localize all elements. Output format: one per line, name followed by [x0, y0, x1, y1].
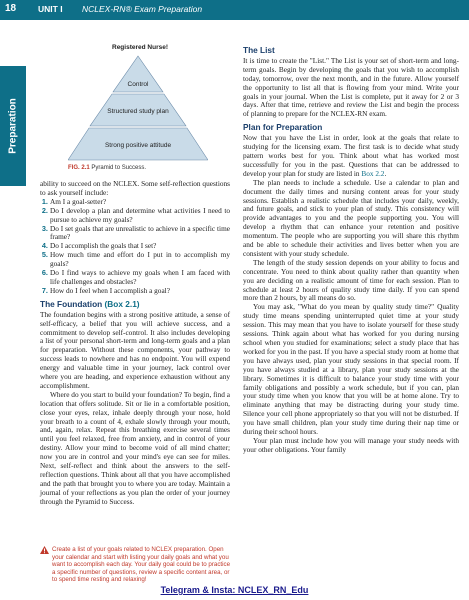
pyramid-level-control: Control [127, 81, 149, 88]
page-number: 18 [5, 3, 17, 14]
plan-paragraph-2: The plan needs to include a schedule. Use a calendar to plan and document the daily times and nursing content areas for your study sessions. Establish a realistic schedule that includes your daily, weekly, and future goals, and stick to your plan of study. This consistency will provide advantages to you and the people supporting you. You will develop a rhythm that can enhance your retention and positive momentum. The people who are supporting you will share this rhythm and be able to schedule their activities and lives better when you are consistent with your study schedule. [243, 177, 459, 258]
study-tip [52, 546, 232, 584]
footer-watermark-link[interactable]: Telegram & Insta: NCLEX_RN_Edu [160, 585, 309, 595]
page-header [0, 0, 469, 20]
list-paragraph: It is time to create the "List." The List is your set of short-term and long-term goals. Begin by developing the goals that you wish to accomplish today, tomorrow, over the next month, and in the future. Allow yourself the opportunity to list all that is flowing from your mind. Write your goals in your journal. When the List is complete, put it away for 2 or 3 days. After that time, retrieve and review the List and begin the process of planning to prepare for the NCLEX-RN exam. [243, 55, 459, 119]
warning-icon [40, 546, 49, 554]
plan-paragraph-1-text: Now that you have the List in order, look at the goals that relate to studying for the licensing exam. The first task is to decide what study pattern works best for you. Think about what has worked most successfully for you in the past. Questions that can be addressed to develop your plan for study are listed in [243, 133, 459, 178]
question-item: 2. Do I develop a plan and determine what activities I need to pursue to achieve my goals? [50, 207, 230, 225]
foundation-paragraph-2: Where do you start to build your foundation? To begin, find a location that offers solitude. Sit or lie in a comfortable position, close your eyes, relax, inhale deeply through your nose, hold your breath to a count of 4, exhale slowly through your mouth, and, again, relax. Repeat this breathing exercise several times until you feel relaxed, free from anxiety, and in control of your destiny. Allow your mind to become void of all mind chatter; now you are in control and your mind's eye can see for miles. Next, self-reflect and think about the answers to the self-reflection questions. Think about all that you have accomplished and the path that brought you to where you are today. Maintain a journal of your reflections as you plan the order of your journey through the Pyramid to Success. [40, 389, 230, 506]
question-item: 5. How much time and effort do I put in to accomplish my goals? [50, 251, 230, 269]
figure-caption [68, 165, 146, 171]
study-tip-text: Create a list of your goals related to NCLEX preparation. Open your calendar and start with listing your daily goals and what you want to accomplish each day. Your daily goal could be to practice a specific number of questions, review a specific content area, or to spend time resting and relaxing! [52, 546, 231, 584]
side-tab-label: Preparation [7, 98, 19, 154]
box-2-1-link[interactable]: (Box 2.1) [104, 298, 140, 309]
question-item: 1. Am I a goal-setter? [50, 198, 230, 207]
pyramid-figure [40, 40, 230, 176]
unit-label: UNIT I [38, 4, 63, 14]
right-column [243, 46, 459, 455]
question-item: 7. How do I feel when I accomplish a goal? [50, 287, 230, 296]
plan-paragraph-5: Your plan must include how you will manage your study needs with your other obligations. Your family [243, 435, 459, 454]
plan-paragraph-1 [243, 134, 459, 179]
figure-caption-text: Pyramid to Success. [91, 165, 147, 171]
plan-paragraph-1-end: . [384, 168, 387, 178]
foundation-heading-text: The Foundation [40, 298, 103, 309]
list-heading: The List [243, 45, 275, 55]
pyramid-level-attitude: Strong positive attitude [104, 142, 172, 149]
plan-paragraph-4: You may ask, "What do you mean by quality study time?" Quality study time means spending uninterrupted quiet time at your study session. This may mean that you have to isolate yourself for these study sessions. Think again about what has worked for you during nursing school when you studied for examinations; select a study place that has worked for you in the past. If you have a special study room at home that you have always used, plan your study sessions in that special room. If you have always studied at a library, plan your study sessions at the library. Sometimes it is difficult to balance your study time with your family obligations and possibly a work schedule, but if you can, plan your study time when you know that you will be at home alone. Try to eliminate anything that may be distracting during your study time. Silence your cell phone appropriately so that you will not be disturbed. If you have small children, plan your study time during their nap time or during their school hours. [243, 302, 459, 437]
section-side-tab [0, 66, 26, 186]
foundation-heading [40, 300, 230, 309]
question-item: 6. Do I find ways to achieve my goals when I am faced with life challenges and obstacles? [50, 269, 230, 287]
box-2-2-link[interactable]: Box 2.2 [361, 168, 385, 178]
left-column [40, 180, 230, 507]
pyramid-graphic [68, 54, 208, 164]
self-reflection-questions [40, 198, 230, 296]
foundation-paragraph-1: The foundation begins with a strong positive attitude, a sense of self-efficacy, a belief that you will achieve success, and a commitment to develop self-control. It also includes developing a list of your personal short-term and long-term goals and a plan for preparation. Without these components, your pathway to success leads to nowhere and has no endpoint. You will expend energy and valuable time in your journey, lack control over where you are heading, and experience exhaustion without any accomplishment. [40, 309, 230, 390]
book-title: NCLEX-RN® Exam Preparation [82, 4, 203, 14]
question-item: 4. Do I accomplish the goals that I set? [50, 242, 230, 251]
pyramid-level-structured: Structured study plan [107, 108, 169, 115]
left-intro: ability to succeed on the NCLEX. Some self-reflection questions to ask yourself include: [40, 179, 230, 197]
plan-paragraph-3: The length of the study session depends on your ability to focus and concentrate. You need to think about quality rather than quantity when you are deciding on a realistic amount of time for each session. Plan to schedule at least 2 hours of quality study time daily. If you can spend more than 2 hours, by all means do so. [243, 257, 459, 303]
plan-heading: Plan for Preparation [243, 122, 323, 133]
figure-caption-label: FIG. 2.1 [68, 165, 90, 171]
pyramid-title: Registered Nurse! [112, 44, 168, 51]
question-item: 3. Do I set goals that are unrealistic to achieve in a specific time frame? [50, 225, 230, 243]
